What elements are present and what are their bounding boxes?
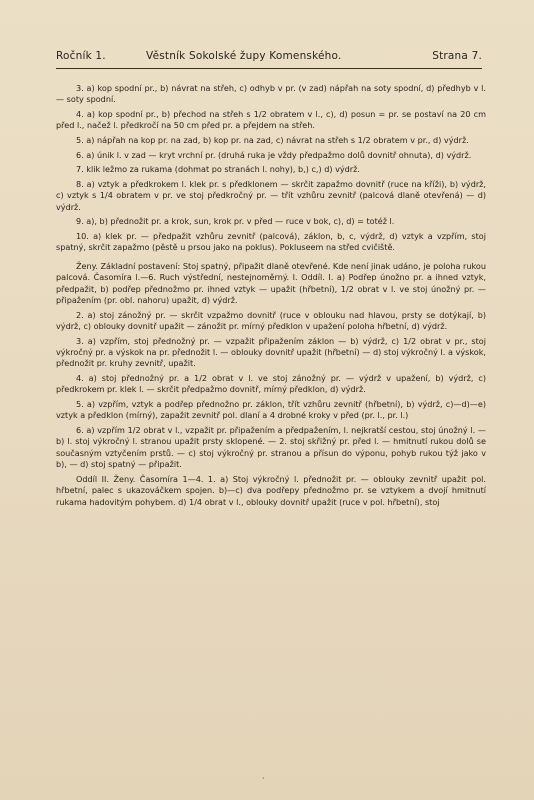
paragraph: 10. a) klek pr. — předpažit vzhůru zevnitř (palcová), záklon, b, c, výdrž, d) vztyk a vzpřím, stoj spatný, skrčit zapažmo (pěstě u prsou jako na poklus). Pokluseem na střed cvičiště.	[56, 230, 486, 253]
paragraph: 6. a) vzpřím 1/2 obrat v l., vzpažit pr. připažením a předpažením, l. nejkratší cestou, stoj únožný l. — b) l. stoj výkročný l. stranou upažit prsty sklopené. — 2. stoj skřižný pr. před l. — hmitnutí rukou dolů se současným vztyčením prstů. — c) stoj výkročný pr. stranou a přísun do výponu, pohyb rukou týž jako v b), — d) stoj spatný — připažit.	[56, 425, 486, 470]
paragraph: 7. klik ležmo za rukama (dohmat po stranách l. nohy), b,) c,) d) výdrž.	[76, 164, 360, 175]
paragraph: 5. a) nápřah na kop pr. na zad, b) kop pr. na zad, c) návrat na střeh s 1/2 obratem v pr., d) výdrž.	[76, 135, 469, 145]
volume-label: Ročník 1.	[56, 50, 106, 62]
journal-title: Věstník Sokolské župy Komenského.	[146, 50, 342, 62]
paragraph: 6. a) únik l. v zad — kryt vrchní pr. (druhá ruka je vždy předpažmo dolů dovnitř ohnuta), d) výdrž.	[76, 149, 472, 160]
paragraph: 4. a) kop spodní pr., b) přechod na střeh s 1/2 obratem v l., c), d) posun = pr. se postaví na 20 cm před l., načež l. předkročí na 50 cm před pr. a přejdem na střeh.	[56, 109, 486, 131]
paragraph: 9. a), b) přednožit pr. a krok, sun, krok pr. v před — ruce v bok, c), d) = totéž l.	[76, 216, 395, 227]
paragraph: 3. a) vzpřím, stoj přednožný pr. — vzpažit připažením záklon — b) výdrž, c) 1/2 obrat v pr., stoj výkročný pr. a výskok na pr. přednožit l. — oblouky dovnitř upažit (hřbetní) — d) stoj výkročný l. a výskok, přednožit pr. kruhy zevnitř, upažit.	[56, 335, 486, 369]
paragraph: 3. a) kop spodní pr., b) návrat na střeh, c) odhyb v pr. (v zad) nápřah na soty spodní, d) předhyb v l. — soty spodní.	[56, 83, 486, 105]
paragraph-oddil-ii: Oddíl II. Ženy. Časomíra 1—4. 1. a) Stoj výkročný l. přednožit pr. — oblouky zevnitř upažit pol. hřbetní, palec s ukazováčkem spojen. b)—c) dva podřepy přednožmo pr. se vztykem a dvojí hmitnutí rukama hadovitým pohybem. d) 1/4 obrat v l., oblouky dovnitř upažit (ruce v pol. hřbetní), stoj	[56, 473, 486, 507]
page-number: Strana 7.	[432, 50, 482, 62]
paragraph: 5. a) vzpřím, vztyk a podřep přednožno pr. záklon, třít vzhůru zevnitř (hřbetní), b) výdrž, c)—d)—e) vztyk a předklon (mírný), zapažit zevnitř pol. dlaní a 4 drobné kroky v před (pr. l., pr. l.)	[56, 399, 486, 421]
page-header	[56, 50, 482, 66]
print-mark: ʻ	[262, 776, 265, 785]
paragraph-zeny: Ženy. Základní postavení: Stoj spatný, připažit dlaně otevřené. Kde není jinak udáno, je poloha rukou palcová. Časomíra l.—6. Ruch výstřední, nestejnoměrný. I. Oddíl. I. a) Podřep únožno pr. a ihned vztyk, předpažit, b) podřep přednožmo pr. ihned vztyk — upažit (hřbetní), 1/2 obrat v l. ve stoj únožný pr. — připažením (pr. obl. nahoru) upažit, d) výdrž.	[56, 260, 486, 305]
paragraph: 4. a) stoj přednožný pr. a 1/2 obrat v l. ve stoj zánožný pr. — výdrž v upažení, b) výdrž, c) předkrokem pr. klek l. — skrčit předpažmo dovnitř, mírný předklon, d) výdrž.	[56, 373, 486, 395]
header-rule	[56, 68, 482, 69]
document-body	[56, 80, 486, 511]
paragraph: 2. a) stoj zánožný pr. — skrčit vzpažmo dovnitř (ruce v oblouku nad hlavou, prsty se dotýkají, b) výdrž, c) oblouky dovnitř upažit — zánožit pr. mírný předklon v upažení poloha hřbetní, d) výdrž.	[56, 309, 486, 331]
paragraph: 8. a) vztyk a předkrokem l. klek pr. s předklonem — skrčit zapažmo dovnitř (ruce na kříži), b) výdrž, c) vztyk s 1/4 obratem v pr. ve stoj předkročný pr. — třít vzhůru zevnitř (palcová dlaně otevřená) — d) výdrž.	[56, 178, 486, 212]
